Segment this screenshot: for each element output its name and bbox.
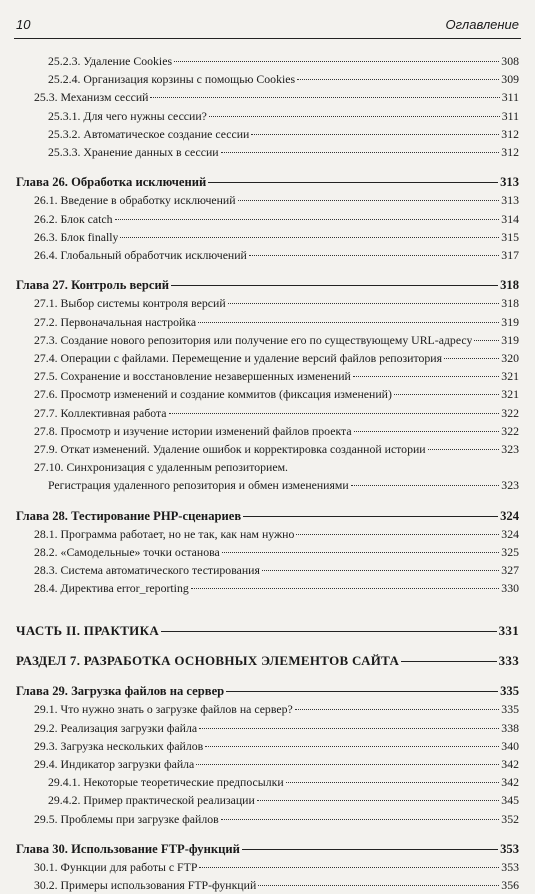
toc-leader [228, 303, 500, 304]
toc-page-number: 312 [501, 126, 519, 141]
toc-page-number: 321 [501, 369, 519, 384]
toc-page-number: 318 [501, 296, 519, 311]
toc-leader [115, 219, 500, 220]
toc-entry-title: 29.2. Реализация загрузки файла [34, 720, 198, 735]
toc-page-number: 323 [501, 478, 519, 493]
toc-spacer [16, 670, 519, 682]
toc-entry-title: Глава 30. Использование FTP-функций [16, 841, 240, 856]
toc-page-number: 318 [500, 278, 519, 293]
toc-entry-title: 27.4. Операции с файлами. Перемещение и удаление версий файлов репозитория [34, 351, 443, 366]
page-number: 10 [16, 17, 31, 32]
toc-entry [16, 331, 519, 349]
toc-entry [16, 107, 519, 125]
toc-entry [16, 543, 519, 561]
toc-entry-title: 28.1. Программа работает, но не так, как нам нужно [34, 526, 295, 541]
toc-page-number: 333 [498, 652, 519, 668]
toc-leader [199, 728, 499, 729]
toc-leader [351, 485, 500, 486]
toc-entry-title: 25.2.3. Удаление Cookies [48, 54, 173, 68]
toc-page-number: 340 [501, 738, 519, 753]
toc-page-number: 331 [498, 622, 519, 638]
toc-entry [16, 476, 519, 494]
toc-leader [150, 97, 499, 98]
toc-page-number: 309 [501, 72, 519, 87]
toc-entry [16, 143, 519, 161]
toc-entry-title: Регистрация удаленного репозитория и обмен изменениями [48, 478, 349, 493]
toc-leader [262, 570, 499, 571]
toc-leader [474, 340, 499, 341]
toc-entry-title: 27.2. Первоначальная настройка [34, 314, 197, 329]
toc-leader [221, 819, 500, 820]
toc-leader [286, 782, 500, 783]
toc-page-number: 314 [501, 211, 519, 226]
toc-page-number: 342 [501, 756, 519, 771]
toc-part [16, 622, 519, 640]
toc-entry [16, 191, 519, 209]
toc-entry-title: 27.3. Создание нового репозитория или получение его по существующему URL-адресу [34, 332, 473, 347]
table-of-contents [16, 52, 519, 894]
toc-entry-title: 25.3.3. Хранение данных в сессии [48, 145, 219, 160]
toc-leader [171, 285, 498, 286]
toc-leader [199, 867, 499, 868]
toc-leader [353, 376, 499, 377]
toc-leader [242, 849, 498, 850]
toc-page-number: 308 [501, 54, 519, 68]
toc-page-number: 345 [501, 793, 519, 808]
toc-entry-title: 27.5. Сохранение и восстановление незавершенных изменений [34, 369, 351, 384]
toc-leader [174, 61, 499, 62]
toc-page-number: 313 [501, 193, 519, 208]
toc-page-number: 317 [501, 248, 519, 263]
toc-leader [221, 152, 500, 153]
toc-leader [444, 358, 499, 359]
toc-entry [16, 876, 519, 894]
toc-entry-title: 27.7. Коллективная работа [34, 405, 167, 420]
toc-page-number: 325 [501, 545, 519, 560]
toc-leader [243, 516, 498, 517]
toc-entry-title: 29.4. Индикатор загрузки файла [34, 756, 195, 771]
toc-entry [16, 525, 519, 543]
toc-entry [16, 561, 519, 579]
toc-part [16, 652, 519, 670]
toc-entry-title: Глава 29. Загрузка файлов на сервер [16, 684, 225, 699]
toc-leader [297, 79, 499, 80]
toc-entry-title: 30.1. Функции для работы с FTP [34, 859, 198, 874]
toc-page-number: 356 [501, 878, 519, 893]
toc-leader [258, 885, 499, 886]
toc-leader [196, 764, 499, 765]
toc-page-number: 322 [501, 405, 519, 420]
toc-entry [16, 737, 519, 755]
toc-entry [16, 422, 519, 440]
toc-entry [16, 791, 519, 809]
toc-entry-title: 30.2. Примеры использования FTP-функций [34, 878, 257, 893]
toc-page-number: 312 [501, 145, 519, 160]
toc-entry-title: 29.1. Что нужно знать о загрузке файлов на сервер? [34, 702, 293, 717]
toc-entry [16, 52, 519, 70]
toc-entry [16, 404, 519, 422]
toc-entry [16, 755, 519, 773]
toc-chapter [16, 682, 519, 700]
toc-entry-title: 27.1. Выбор системы контроля версий [34, 296, 226, 311]
toc-page-number: 319 [501, 314, 519, 329]
toc-entry-title: 25.3. Механизм сессий [34, 90, 149, 105]
toc-entry-title: 29.5. Проблемы при загрузке файлов [34, 811, 219, 826]
toc-entry-title: Глава 26. Обработка исключений [16, 175, 207, 190]
toc-entry-title: Глава 27. Контроль версий [16, 278, 169, 293]
toc-leader [428, 449, 500, 450]
toc-leader [191, 588, 500, 589]
toc-leader [198, 322, 499, 323]
toc-leader [401, 661, 496, 662]
toc-spacer [16, 161, 519, 173]
toc-entry [16, 700, 519, 718]
toc-entry-title: ЧАСТЬ II. ПРАКТИКА [16, 622, 160, 638]
toc-page-number: 342 [501, 775, 519, 790]
toc-leader [209, 116, 500, 117]
toc-entry-title: 28.2. «Самодельные» точки останова [34, 545, 220, 560]
toc-page-number: 319 [501, 332, 519, 347]
toc-page-number: 311 [501, 90, 519, 105]
toc-entry [16, 125, 519, 143]
toc-page-number: 315 [501, 229, 519, 244]
toc-entry-title: 28.3. Система автоматического тестирования [34, 563, 260, 578]
toc-entry [16, 246, 519, 264]
toc-page-number: 335 [501, 702, 519, 717]
toc-entry-title: 26.2. Блок catch [34, 211, 113, 226]
toc-page-number: 313 [500, 175, 519, 190]
toc-leader [354, 431, 500, 432]
toc-entry [16, 440, 519, 458]
toc-chapter [16, 276, 519, 294]
toc-entry-title: РАЗДЕЛ 7. РАЗРАБОТКА ОСНОВНЫХ ЭЛЕМЕНТОВ САЙТА [16, 652, 400, 668]
toc-entry [16, 579, 519, 597]
toc-entry-title: 28.4. Директива error_reporting [34, 581, 189, 596]
toc-leader [120, 237, 499, 238]
toc-page-number: 353 [501, 859, 519, 874]
toc-page-number: 353 [500, 841, 519, 856]
toc-entry-title: Глава 28. Тестирование PHP-сценариев [16, 508, 242, 523]
toc-entry [16, 294, 519, 312]
toc-entry-title: 26.4. Глобальный обработчик исключений [34, 248, 247, 263]
toc-spacer [16, 495, 519, 507]
toc-entry-title: 29.4.2. Пример практической реализации [48, 793, 255, 808]
toc-page-number: 327 [501, 563, 519, 578]
toc-leader [208, 182, 498, 183]
toc-leader [249, 255, 499, 256]
toc-page-number: 335 [500, 684, 519, 699]
toc-page-number: 311 [501, 108, 519, 123]
toc-entry [16, 228, 519, 246]
toc-page-number: 321 [501, 387, 519, 402]
toc-entry [16, 367, 519, 385]
toc-spacer [16, 610, 519, 622]
toc-page-number: 338 [501, 720, 519, 735]
toc-entry-title: 25.3.1. Для чего нужны сессии? [48, 108, 207, 123]
toc-entry-title: 25.2.4. Организация корзины с помощью Cookies [48, 72, 296, 87]
toc-chapter [16, 840, 519, 858]
toc-entry [16, 70, 519, 88]
toc-spacer [16, 640, 519, 652]
toc-chapter [16, 173, 519, 191]
toc-leader [394, 394, 499, 395]
toc-entry-title: 27.6. Просмотр изменений и создание коммитов (фиксация изменений) [34, 387, 392, 402]
toc-entry [16, 313, 519, 331]
toc-leader [238, 200, 500, 201]
toc-entry [16, 773, 519, 791]
toc-leader [296, 534, 499, 535]
toc-leader [295, 709, 500, 710]
toc-spacer [16, 264, 519, 276]
toc-entry-title: 26.3. Блок finally [34, 229, 119, 244]
toc-leader [205, 746, 499, 747]
running-title: Оглавление [445, 17, 519, 32]
toc-entry [16, 210, 519, 228]
toc-entry-title: 26.1. Введение в обработку исключений [34, 193, 236, 208]
toc-entry-title: 29.4.1. Некоторые теоретические предпосылки [48, 775, 284, 790]
toc-page-number: 324 [500, 508, 519, 523]
toc-entry-title: 29.3. Загрузка нескольких файлов [34, 738, 204, 753]
toc-page-number: 330 [501, 581, 519, 596]
toc-spacer [16, 828, 519, 840]
toc-entry-line: 27.10. Синхронизация с удаленным репозиторием. [34, 460, 289, 475]
toc-spacer [16, 598, 519, 610]
toc-page-number: 352 [501, 811, 519, 826]
toc-leader [226, 691, 498, 692]
toc-entry [16, 858, 519, 876]
toc-page-number: 320 [501, 351, 519, 366]
page-header [14, 14, 521, 39]
toc-leader [169, 413, 500, 414]
toc-leader [257, 800, 499, 801]
toc-entry-title: 25.3.2. Автоматическое создание сессии [48, 126, 250, 141]
toc-leader [251, 134, 499, 135]
toc-chapter [16, 507, 519, 525]
toc-entry [16, 385, 519, 403]
toc-entry [16, 88, 519, 106]
toc-page-number: 323 [501, 442, 519, 457]
toc-entry [16, 349, 519, 367]
toc-page-number: 324 [501, 526, 519, 541]
toc-leader [222, 552, 500, 553]
toc-entry [16, 810, 519, 828]
toc-entry [16, 719, 519, 737]
toc-entry-title: 27.8. Просмотр и изучение истории изменений файлов проекта [34, 423, 352, 438]
toc-page-number: 322 [501, 423, 519, 438]
toc-entry-title: 27.9. Откат изменений. Удаление ошибок и корректировка созданной истории [34, 442, 426, 457]
toc-leader [161, 631, 497, 632]
